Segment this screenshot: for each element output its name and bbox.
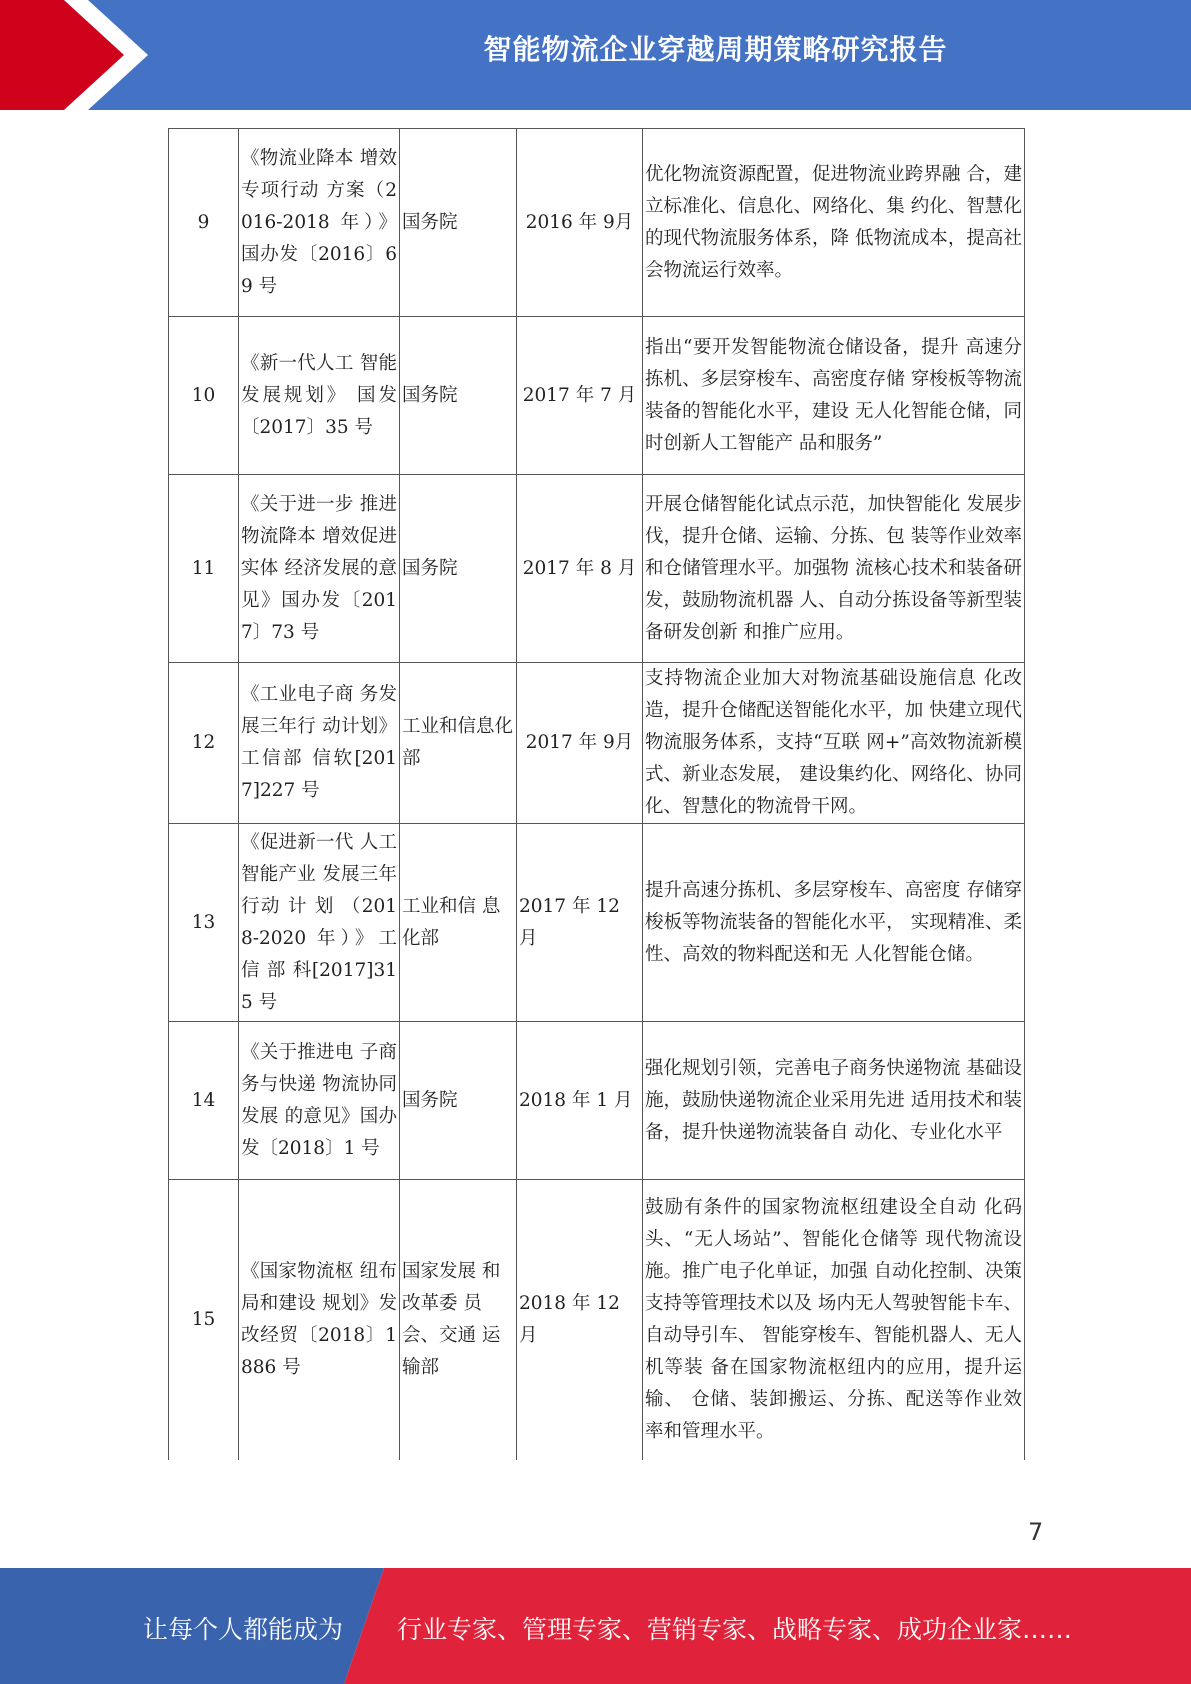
issuing-agency: 工业和信息化部 xyxy=(400,663,517,824)
policy-document: 《国家物流枢 纽布局和建设 规划》发改经贸〔2018〕1886 号 xyxy=(239,1180,400,1460)
table-row xyxy=(169,129,1025,317)
policy-content: 支持物流企业加大对物流基础设施信息 化改造，提升仓储配送智能化水平，加 快建立现代物流服务体系，支持“互联 网+”高效物流新模式、新业态发展， 建设集约化、网络化、协同化、智慧化的物流骨干网。 xyxy=(643,663,1025,824)
issue-date: 2016 年 9月 xyxy=(517,129,643,317)
policy-document: 《关于进一步 推进物流降本 增效促进实体 经济发展的意 见》国办发〔2017〕73 号 xyxy=(239,475,400,663)
policy-document: 《物流业降本 增效专项行动 方案（2016-2018 年）》国办发〔2016〕69 号 xyxy=(239,129,400,317)
issue-date: 2018 年 1 月 xyxy=(517,1022,643,1180)
table-row xyxy=(169,1180,1025,1460)
policy-document: 《促进新一代 人工智能产业 发展三年行动 计 划 （2018-2020 年）》工 信 部 科[2017]315 号 xyxy=(239,824,400,1022)
page-number: 7 xyxy=(1028,1518,1044,1546)
row-number: 13 xyxy=(169,824,239,1022)
footer-slogan-left: 让每个人都能成为 xyxy=(143,1615,344,1644)
table-row xyxy=(169,317,1025,475)
table-row xyxy=(169,475,1025,663)
issue-date: 2017 年 9月 xyxy=(517,663,643,824)
report-title: 智能物流企业穿越周期策略研究报告 xyxy=(483,33,948,66)
issuing-agency: 国务院 xyxy=(400,129,517,317)
policy-content: 开展仓储智能化试点示范，加快智能化 发展步伐，提升仓储、运输、分拣、包 装等作业效率和仓储管理水平。加强物 流核心技术和装备研发，鼓励物流机器 人、自动分拣设备等新型装备研发创新 和推广应用。 xyxy=(643,475,1025,663)
page-header xyxy=(0,0,1191,110)
issuing-agency: 国务院 xyxy=(400,475,517,663)
table-row xyxy=(169,824,1025,1022)
issuing-agency: 国务院 xyxy=(400,317,517,475)
page-footer xyxy=(0,1568,1191,1684)
issuing-agency: 国务院 xyxy=(400,1022,517,1180)
policy-content: 强化规划引领，完善电子商务快递物流 基础设施，鼓励快递物流企业采用先进 适用技术和装备，提升快递物流装备自 动化、专业化水平 xyxy=(643,1022,1025,1180)
policy-document: 《工业电子商 务发展三年行 动计划》工信部 信软[2017]227 号 xyxy=(239,663,400,824)
policy-document: 《新一代人工 智能发展规划》 国发〔2017〕35 号 xyxy=(239,317,400,475)
issue-date: 2017 年 8 月 xyxy=(517,475,643,663)
policy-content: 指出“要开发智能物流仓储设备，提升 高速分拣机、多层穿梭车、高密度存储 穿梭板等物流装备的智能化水平，建设 无人化智能仓储，同时创新人工智能产 品和服务” xyxy=(643,317,1025,475)
row-number: 12 xyxy=(169,663,239,824)
row-number: 11 xyxy=(169,475,239,663)
chevron-icon xyxy=(0,0,160,110)
issuing-agency: 国家发展 和改革委 员会、交通 运输部 xyxy=(400,1180,517,1460)
policy-content: 优化物流资源配置，促进物流业跨界融 合，建立标准化、信息化、网络化、集 约化、智慧化的现代物流服务体系，降 低物流成本，提高社会物流运行效率。 xyxy=(643,129,1025,317)
policy-document: 《关于推进电 子商务与快递 物流协同发展 的意见》国办发〔2018〕1 号 xyxy=(239,1022,400,1180)
row-number: 15 xyxy=(169,1180,239,1460)
issue-date: 2018 年 12 月 xyxy=(517,1180,643,1460)
policy-content: 提升高速分拣机、多层穿梭车、高密度 存储穿梭板等物流装备的智能化水平， 实现精准、柔性、高效的物料配送和无 人化智能仓储。 xyxy=(643,824,1025,1022)
issue-date: 2017 年 12 月 xyxy=(517,824,643,1022)
row-number: 9 xyxy=(169,129,239,317)
issuing-agency: 工业和信 息化部 xyxy=(400,824,517,1022)
footer-slogan-right: 行业专家、管理专家、营销专家、战略专家、成功企业家…… xyxy=(397,1615,1073,1644)
issue-date: 2017 年 7 月 xyxy=(517,317,643,475)
policy-content: 鼓励有条件的国家物流枢纽建设全自动 化码头、“无人场站”、智能化仓储等 现代物流设施。推广电子化单证，加强 自动化控制、决策支持等管理技术以及 场内无人驾驶智能卡车、自动导引车、 智能穿梭车、智能机器人、无人机等装 备在国家物流枢纽内的应用，提升运输、 仓储、装卸搬运、分拣、配送等作业效 率和管理水平。 xyxy=(643,1180,1025,1460)
table-row xyxy=(169,1022,1025,1180)
table-row xyxy=(169,663,1025,824)
row-number: 14 xyxy=(169,1022,239,1180)
row-number: 10 xyxy=(169,317,239,475)
policy-table xyxy=(168,128,1025,1460)
